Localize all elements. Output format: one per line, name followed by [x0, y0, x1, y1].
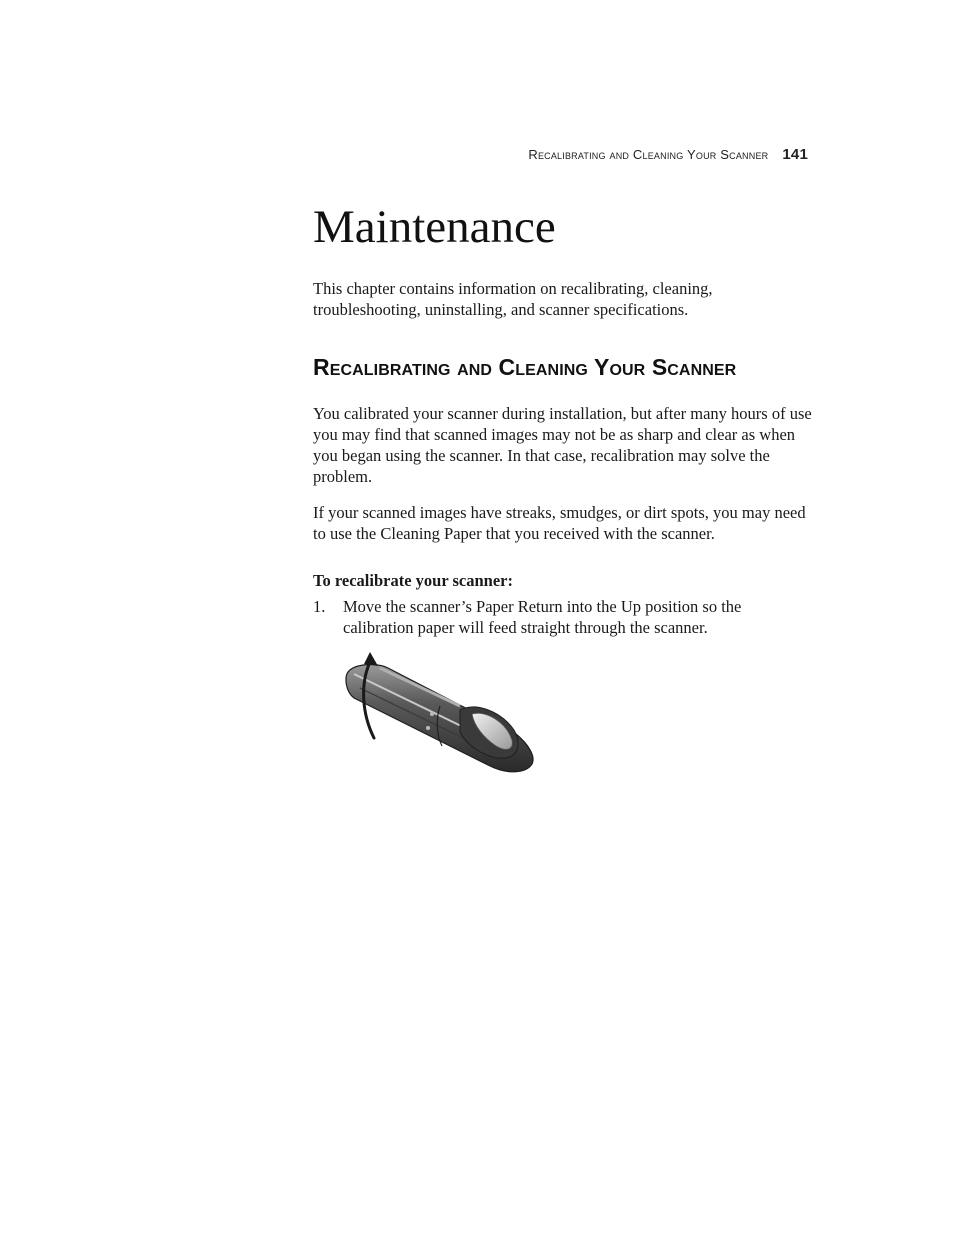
scanner-illustration-icon — [340, 648, 540, 778]
scanner-svg — [340, 648, 540, 778]
running-title: Recalibrating and Cleaning Your Scanner — [528, 147, 769, 162]
page-number: 141 — [782, 146, 808, 163]
procedure-heading: To recalibrate your scanner: — [313, 571, 513, 590]
step-text: Move the scanner’s Paper Return into the Up position so the calibration paper will feed straight through the scanner. — [343, 597, 742, 637]
section-heading: Recalibrating and Cleaning Your Scanner — [313, 354, 737, 380]
running-header — [528, 146, 808, 163]
step-number: 1. — [313, 597, 326, 616]
chapter-title: Maintenance — [313, 201, 556, 253]
section-paragraph-2: If your scanned images have streaks, smudges, or dirt spots, you may need to use the Cleaning Paper that you received with the scanner. — [313, 503, 806, 543]
section-paragraph-1: You calibrated your scanner during installation, but after many hours of use you may find that scanned images may not be as sharp and clear as when you began using the scanner. In that case, recalibration may solve the problem. — [313, 404, 812, 486]
chapter-intro: This chapter contains information on recalibrating, cleaning, troubleshooting, uninstalling, and scanner specifications. — [313, 279, 713, 319]
